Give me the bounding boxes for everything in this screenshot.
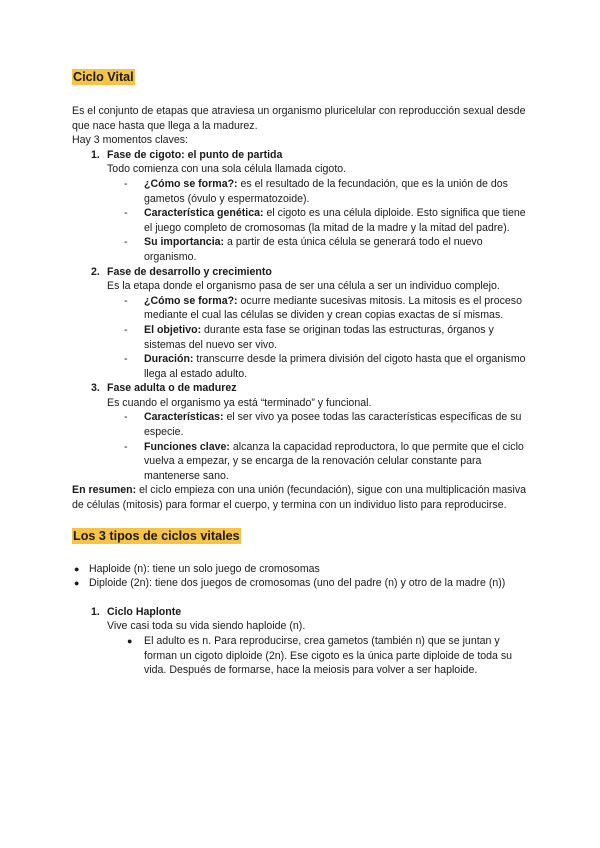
phase-title: Fase de cigoto: el punto de partida	[107, 148, 283, 161]
detail-text: a partir de esta única célula se generará todo el nuevo organismo.	[144, 236, 483, 263]
summary-label: En resumen:	[72, 484, 137, 497]
ploidy-list	[72, 562, 532, 591]
summary-paragraph	[72, 483, 532, 512]
list-item	[107, 235, 532, 264]
detail-text: el cigoto es una célula diploide. Esto significa que tiene el juego completo de cromosomas (la mitad de la madre y la mitad del padre).	[144, 207, 526, 234]
phase-description: Es la etapa donde el organismo pasa de ser una célula a ser un individuo complejo.	[107, 280, 500, 293]
list-number: 1.	[91, 605, 100, 618]
list-item	[107, 206, 532, 235]
dash-bullet: -	[124, 323, 128, 336]
list-item	[72, 576, 532, 591]
bullet-text: El adulto es n. Para reproducirse, crea gametos (también n) que se juntan y forman un cigoto diploide (2n). Ese cigoto es la única parte diploide de toda su vida. Después de formarse, hace la meiosis para volver a ser haploide.	[144, 635, 513, 677]
dash-bullet: -	[124, 236, 128, 249]
list-item	[107, 177, 532, 206]
list-item	[72, 605, 532, 678]
dash-bullet: -	[124, 353, 128, 366]
cycle-title: Ciclo Haplonte	[107, 605, 182, 618]
detail-label: Su importancia:	[144, 236, 225, 249]
phase-description: Todo comienza con una sola célula llamada cigoto.	[107, 163, 347, 176]
list-number: 2.	[91, 265, 100, 278]
dash-bullet: -	[124, 207, 128, 220]
list-item	[107, 294, 532, 323]
list-item	[107, 634, 532, 678]
list-number: 3.	[91, 382, 100, 395]
detail-label: El objetivo:	[144, 323, 202, 336]
dash-bullet: -	[124, 294, 128, 307]
phase-details	[107, 177, 532, 265]
phase-title: Fase adulta o de madurez	[107, 382, 237, 395]
list-item	[72, 381, 532, 483]
document-page	[72, 68, 532, 678]
bullet-text: Haploide (n): tiene un solo juego de cromosomas	[89, 562, 320, 575]
detail-label: Funciones clave:	[144, 440, 230, 453]
phase-description: Es cuando el organismo ya está “terminado” y funcional.	[107, 396, 372, 409]
intro-paragraph: Es el conjunto de etapas que atraviesa un organismo pluricelular con reproducción sexual desde que nace hasta que llega a la madurez.	[72, 105, 526, 132]
list-item	[107, 410, 532, 439]
detail-label: ¿Cómo se forma?:	[144, 294, 238, 307]
list-item	[72, 148, 532, 265]
detail-text: durante esta fase se originan todas las estructuras, órganos y sistemas del nuevo ser vivo.	[144, 323, 494, 351]
lead-paragraph: Hay 3 momentos claves:	[72, 134, 188, 147]
section-title-tipos: Los 3 tipos de ciclos vitales	[73, 528, 240, 543]
bullet-dot: ●	[127, 636, 133, 646]
cycle-details	[107, 634, 532, 678]
bullet-dot: ●	[74, 578, 80, 589]
phases-list	[72, 148, 532, 484]
detail-label: Característica genética:	[144, 207, 264, 220]
section-title-ciclo-vital: Ciclo Vital	[73, 70, 134, 84]
dash-bullet: -	[124, 440, 128, 453]
detail-text: transcurre desde la primera división del cigoto hasta que el organismo llega al estado adulto.	[144, 353, 526, 380]
bullet-text: Diploide (2n): tiene dos juegos de cromosomas (uno del padre (n) y otro de la madre (n))	[89, 577, 506, 590]
detail-text: alcanza la capacidad reproductora, lo que permite que el ciclo vuelva a empezar, y se encarga de la renovación celular constante para mantenerse sano.	[144, 440, 524, 482]
detail-label: Duración:	[144, 353, 194, 366]
list-item	[107, 440, 532, 484]
cycle-description: Vive casi toda su vida siendo haploide (n).	[107, 620, 306, 633]
detail-text: es el resultado de la fecundación, que es la unión de dos gametos (óvulo y espermatozoide).	[144, 177, 508, 205]
list-item	[107, 352, 532, 381]
detail-text: el ser vivo ya posee todas las características específicas de su especie.	[144, 411, 522, 439]
section-heading	[72, 527, 532, 546]
list-number: 1.	[91, 148, 100, 161]
dash-bullet: -	[124, 411, 128, 424]
detail-label: Características:	[144, 411, 224, 424]
phase-details	[107, 410, 532, 483]
phase-details	[107, 294, 532, 382]
phase-title: Fase de desarrollo y crecimiento	[107, 265, 272, 278]
detail-text: ocurre mediante sucesivas mitosis. La mitosis es el proceso mediante el cual las células se dividen y crean copias exactas de sí mismas.	[144, 294, 522, 322]
list-item	[72, 265, 532, 382]
list-item	[72, 562, 532, 577]
cycles-list	[72, 605, 532, 678]
summary-text: el ciclo empieza con una unión (fecundación), sigue con una multiplicación masiva de células (mitosis) para formar el cuerpo, y termina con un individuo listo para reproducirse.	[72, 484, 527, 512]
detail-label: ¿Cómo se forma?:	[144, 177, 238, 190]
section-heading	[72, 68, 532, 87]
bullet-dot: ●	[74, 563, 80, 574]
dash-bullet: -	[124, 177, 128, 190]
list-item	[107, 323, 532, 352]
